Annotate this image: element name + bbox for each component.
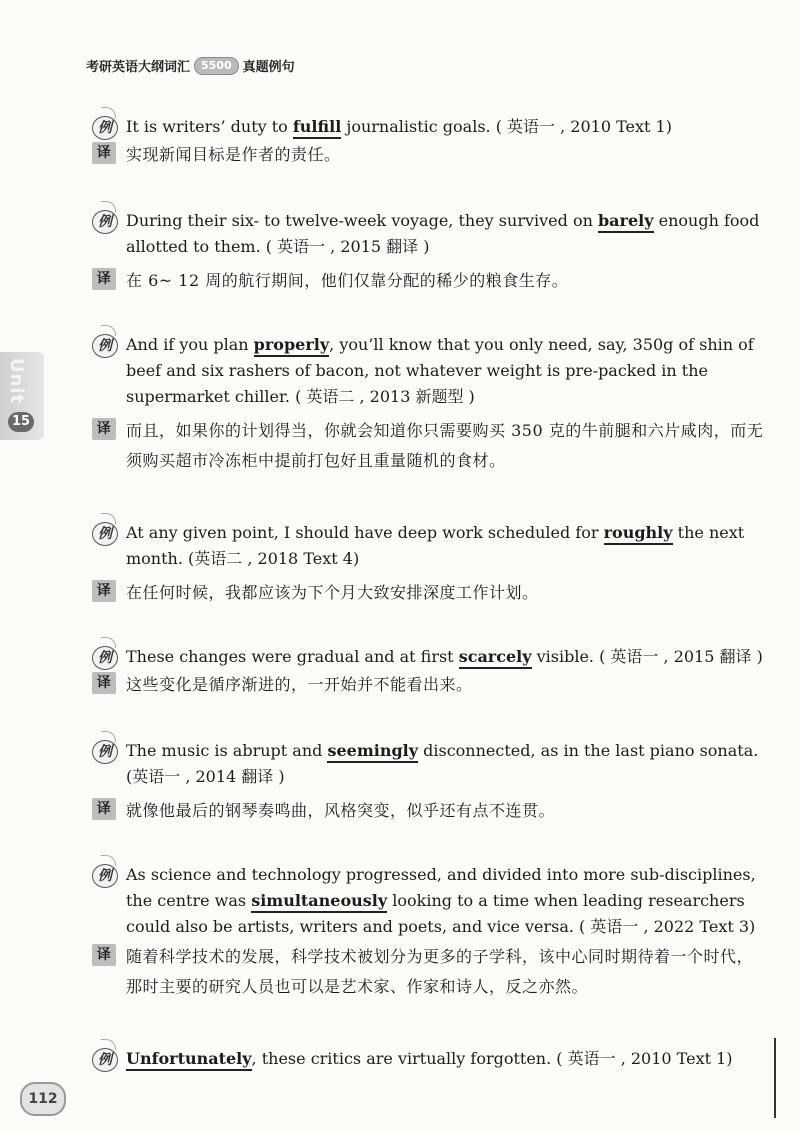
sentence-pre: As science and technology progressed, and divided into more sub-disciplines, the centre was — [126, 865, 756, 910]
translation-text: 而且，如果你的计划得当，你就会知道你只需要购买 350 克的牛前腿和六片咸肉，而无须购买超市冷冻柜中提前打包好且重量随机的食材。 — [126, 421, 764, 470]
translation-line — [92, 140, 764, 170]
sentence-pre: During their six- to twelve-week voyage, they survived on — [126, 211, 598, 230]
sentence-post: looking to a time when leading researchers could also be artists, writers and poets, and vice versa. ( 英语一 , 2022 Text 3) — [126, 891, 756, 936]
example-marker-icon: 例 — [92, 864, 118, 888]
sentence-pre: These changes were gradual and at first — [126, 647, 459, 666]
translation-text: 在任何时候，我都应该为下个月大致安排深度工作计划。 — [126, 583, 539, 602]
example-sentence — [92, 114, 764, 140]
example-entry — [92, 114, 764, 170]
translation-marker-icon: 译 — [92, 418, 116, 440]
sentence-post: visible. ( 英语一 , 2015 翻译 ) — [531, 647, 763, 666]
example-sentence — [92, 738, 764, 790]
header-subtitle: 真题例句 — [242, 60, 295, 75]
example-marker-icon: 例 — [92, 334, 118, 358]
example-entry — [92, 644, 764, 700]
sentence-pre: It is writers’ duty to — [126, 117, 293, 136]
example-sentence — [92, 208, 764, 260]
sentence-post: , you’ll know that you only need, say, 350g of shin of beef and six rashers of bacon, not whatever weight is pre-packed in the supermarket chiller. ( 英语二 , 2013 新题型 ) — [126, 335, 754, 406]
sentence-pre: And if you plan — [126, 335, 254, 354]
keyword: roughly — [604, 523, 673, 545]
keyword: fulfill — [293, 117, 341, 139]
example-entry — [92, 208, 764, 296]
translation-marker-icon: 译 — [92, 944, 116, 966]
sentence-post: disconnected, as in the last piano sonata. (英语一 , 2014 翻译 ) — [126, 741, 759, 786]
example-sentence — [92, 332, 764, 410]
sentence-post: enough food allotted to them. ( 英语一 , 2015 翻译 ) — [126, 211, 760, 256]
unit-label: Unit — [6, 358, 27, 405]
keyword: simultaneously — [251, 891, 387, 913]
example-entry — [92, 862, 764, 1002]
example-sentence — [92, 1046, 764, 1072]
translation-line — [92, 578, 764, 608]
unit-number: 15 — [8, 412, 34, 432]
example-entry — [92, 1046, 764, 1072]
sentence-post: , these critics are virtually forgotten. ( 英语一 , 2010 Text 1) — [251, 1049, 733, 1068]
keyword: properly — [254, 335, 329, 357]
keyword: seemingly — [327, 741, 418, 763]
example-marker-icon: 例 — [92, 646, 118, 670]
example-marker-icon: 例 — [92, 522, 118, 546]
keyword: scarcely — [459, 647, 532, 669]
header-title: 考研英语大纲词汇 — [86, 60, 191, 75]
example-entry — [92, 520, 764, 608]
header-badge: 5500 — [194, 57, 239, 75]
translation-text: 实现新闻目标是作者的责任。 — [126, 145, 341, 164]
keyword: barely — [598, 211, 654, 233]
page-edge-rule — [774, 1038, 776, 1118]
example-marker-icon: 例 — [92, 210, 118, 234]
running-header — [86, 56, 295, 75]
example-entry — [92, 738, 764, 826]
translation-text: 这些变化是循序渐进的，一开始并不能看出来。 — [126, 675, 473, 694]
sentence-pre: The music is abrupt and — [126, 741, 328, 760]
page-number: 112 — [20, 1082, 66, 1116]
translation-text: 在 6~ 12 周的航行期间，他们仅靠分配的稀少的粮食生存。 — [126, 271, 569, 290]
unit-side-tab — [0, 352, 44, 440]
translation-line — [92, 266, 764, 296]
translation-text: 就像他最后的钢琴奏鸣曲，风格突变，似乎还有点不连贯。 — [126, 801, 556, 820]
translation-line — [92, 670, 764, 700]
translation-line — [92, 796, 764, 826]
translation-marker-icon: 译 — [92, 672, 116, 694]
sentence-post: the next month. (英语二 , 2018 Text 4) — [126, 523, 745, 568]
example-marker-icon: 例 — [92, 740, 118, 764]
translation-line — [92, 416, 764, 476]
sentence-post: journalistic goals. ( 英语一 , 2010 Text 1) — [341, 117, 672, 136]
example-sentence — [92, 862, 764, 940]
example-marker-icon: 例 — [92, 1048, 118, 1072]
translation-marker-icon: 译 — [92, 142, 116, 164]
translation-marker-icon: 译 — [92, 268, 116, 290]
translation-marker-icon: 译 — [92, 798, 116, 820]
example-sentence — [92, 520, 764, 572]
translation-text: 随着科学技术的发展，科学技术被划分为更多的子学科，该中心同时期待着一个时代，那时主要的研究人员也可以是艺术家、作家和诗人，反之亦然。 — [126, 947, 754, 996]
sentence-pre: At any given point, I should have deep work scheduled for — [126, 523, 604, 542]
example-sentence — [92, 644, 764, 670]
example-entry — [92, 332, 764, 476]
translation-line — [92, 942, 764, 1002]
keyword: Unfortunately — [126, 1049, 252, 1071]
translation-marker-icon: 译 — [92, 580, 116, 602]
example-marker-icon: 例 — [92, 116, 118, 140]
